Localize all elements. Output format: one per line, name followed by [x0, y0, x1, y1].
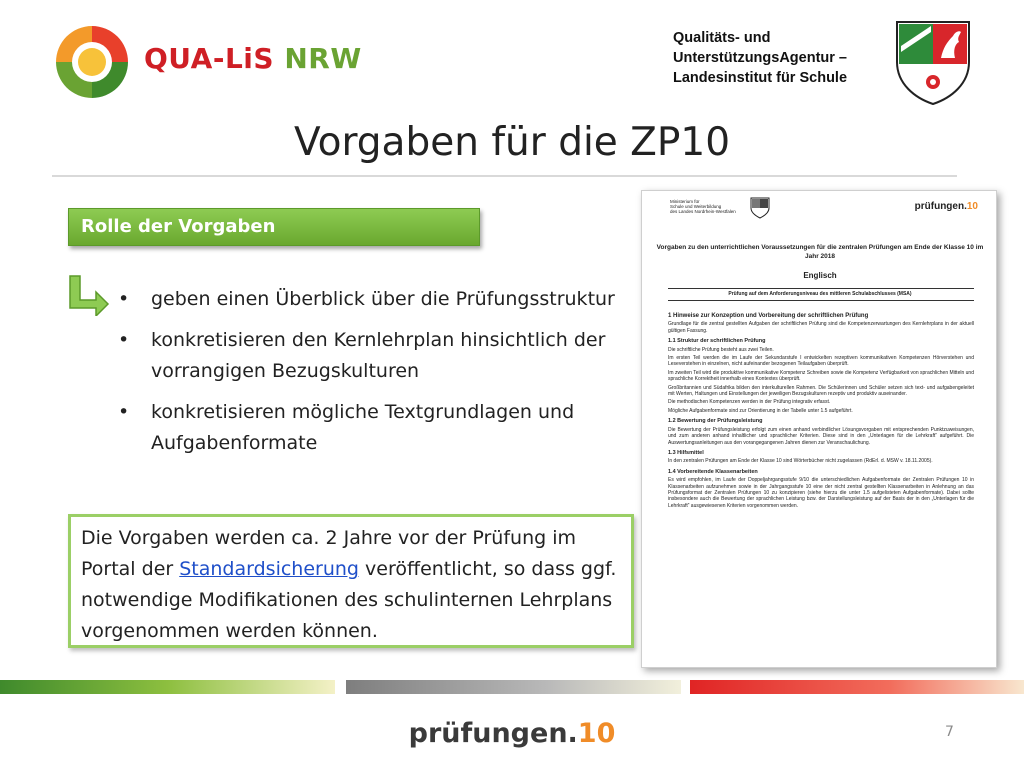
bullet-list [118, 284, 623, 469]
agency-line-1: Qualitäts- und [673, 30, 771, 46]
title-divider [52, 175, 957, 177]
doc-rule-top [668, 288, 974, 289]
doc-brand [915, 201, 978, 212]
doc-paragraph: Großbritannien und Südafrika bilden den interkulturellen Rahmen. Die Schülerinnen und Schüler setzen sich text- und aufgabengeleitet mit Werten, Haltungen und Einstellungen der jeweiligen Bezugskulturen rezeptiv und produktiv auseinander. [668, 384, 974, 398]
doc-ministry-line-2: Schule und Weiterbildung [670, 204, 722, 209]
bullet-item: • konkretisieren den Kernlehrplan hinsichtlich der vorrangigen Bezugskulturen [118, 325, 623, 387]
agency-name [673, 28, 888, 88]
doc-brand-main: prüfungen. [914, 201, 967, 212]
doc-heading-1-3: 1.3 Hilfsmittel [668, 449, 704, 456]
doc-rule-bottom [668, 300, 974, 301]
bullet-item: • geben einen Überblick über die Prüfungsstruktur [118, 284, 623, 315]
footer-brand [0, 718, 1024, 749]
arrow-corner-icon [66, 274, 110, 316]
agency-line-3: Landesinstitut für Schule [673, 70, 848, 86]
slide-title: Vorgaben für die ZP10 [293, 120, 731, 165]
footer-band-gray [346, 680, 681, 694]
qualis-logo [52, 22, 362, 102]
bullet-item: • konkretisieren mögliche Textgrundlagen und Aufgabenformate [118, 397, 623, 459]
doc-level: Prüfung auf dem Anforderungsniveau des mittleren Schulabschlusses (MSA) [728, 291, 912, 297]
doc-ministry-line-3: des Landes Nordrhein-Westfalen [670, 209, 736, 214]
document-preview [641, 190, 997, 668]
footer-brand-num: 10 [577, 718, 616, 749]
logo-text-mid: LiS [224, 42, 285, 75]
doc-heading-1-1: 1.1 Struktur der schriftlichen Prüfung [668, 338, 766, 345]
logo-text-prefix: QUA- [144, 42, 225, 75]
section-label: Rolle der Vorgaben [68, 208, 480, 246]
qualis-logo-text [144, 42, 362, 75]
page-number: 7 [945, 724, 954, 740]
doc-paragraph: Im ersten Teil werden die im Laufe der Sekundarstufe I entwickelten rezeptiven kommunikativen Kompetenzen Hörverstehen und Leseverstehen in einzelnen, nicht aufeinander bezogenen Teilaufgaben überprüft. [668, 355, 974, 368]
doc-subject: Englisch [803, 271, 837, 280]
doc-paragraph: Die methodischen Kompetenzen werden in der Prüfung integrativ erfasst. [668, 399, 831, 406]
doc-paragraph: Die Bewertung der Prüfungsleistung erfolgt zum einen anhand verbindlicher Lösungsvorgaben mit entsprechenden Punktzuweisungen, und zum anderen anhand inhaltlicher und sprachlicher Kriterien. Diese sind in den „Unterlagen für die Lehrkraft“ aufgeführt. Die Auswertungsanleitungen aus den vorangegangenen Jahren dienen zur Veranschaulichung. [668, 426, 974, 446]
note-box [68, 514, 634, 648]
footer-band-green [0, 680, 335, 694]
doc-paragraph: Grundlage für die zentral gestellten Aufgaben der schriftlichen Prüfung sind die Kompetenzerwartungen des Kernlehrplans in der aktuell gültigen Fassung. [668, 321, 974, 334]
doc-paragraph: Es wird empfohlen, im Laufe der Doppeljahrgangsstufe 9/10 die unterschiedlichen Aufgabenformate der Zentralen Prüfungen 10 in Klassenarbeiten aufzunehmen sowie in der Jahrgangsstufe 10 eine der nicht zentral gestellten Klassenarbeiten in Anlehnung an das Prüfungsformat der Zentralen Prüfungen 10 zu konzipieren (siehe hierzu die unter 1.5 aufgelisteten Aufgabenformate). Dabei sollte insbesondere auch die Bewertung der sprachlichen Leistung bzw. der Darstellungsleistung auf der Basis der in den „Unterlagen für die Lehrkraft“ ausgewiesenen Kriterien vorgenommen werden. [668, 477, 974, 509]
note-text-before: Die Vorgaben werden ca. 2 Jahre vor der Prüfung im Portal der [81, 527, 577, 580]
doc-paragraph: In den zentralen Prüfungen am Ende der Klasse 10 sind Wörterbücher nicht zugelassen (RdErl. d. MSW v. 18.11.2005). [668, 458, 933, 465]
doc-paragraph: Im zweiten Teil wird die produktive kommunikative Kompetenz Schreiben sowie die Kompetenz Verfügbarkeit von sprachlichen Mitteln und sprachliche Korrektheit innerhalb eines Kontextes überprüft. [668, 369, 974, 383]
footer-brand-main: prüfungen. [408, 718, 578, 749]
doc-heading-1-2: 1.2 Bewertung der Prüfungsleistung [668, 418, 763, 425]
nrw-coat-of-arms-icon [893, 18, 973, 106]
doc-paragraph: Mögliche Aufgabenformate sind zur Orientierung in der Tabelle unter 1.5 aufgeführt. [668, 407, 853, 414]
qualis-logo-icon [52, 22, 132, 102]
doc-heading-1: 1 Hinweise zur Konzeption und Vorbereitung der schriftlichen Prüfung [668, 313, 869, 319]
standardsicherung-link[interactable]: Standardsicherung [179, 558, 359, 580]
agency-line-2: UnterstützungsAgentur – [673, 50, 847, 66]
doc-paragraph: Die schriftliche Prüfung besteht aus zwei Teilen. [668, 346, 774, 353]
logo-text-suffix: NRW [284, 42, 362, 75]
doc-ministry [670, 199, 736, 214]
doc-heading-1-4: 1.4 Vorbereitende Klassenarbeiten [668, 468, 758, 475]
footer-band-red [690, 680, 1024, 694]
doc-title: Vorgaben zu den unterrichtlichen Voraussetzungen für die zentralen Prüfungen am Ende der Klasse 10 im Jahr 2018 [656, 244, 984, 260]
doc-crest-icon [750, 197, 770, 219]
doc-body [668, 311, 974, 511]
doc-ministry-line-1: Ministerium für [670, 199, 700, 204]
note-text-after: veröffentlicht, so dass ggf. notwendige Modifikationen des schulinternen Lehrplans vorgenommen werden können. [81, 558, 617, 642]
doc-brand-num: 10 [966, 201, 978, 212]
